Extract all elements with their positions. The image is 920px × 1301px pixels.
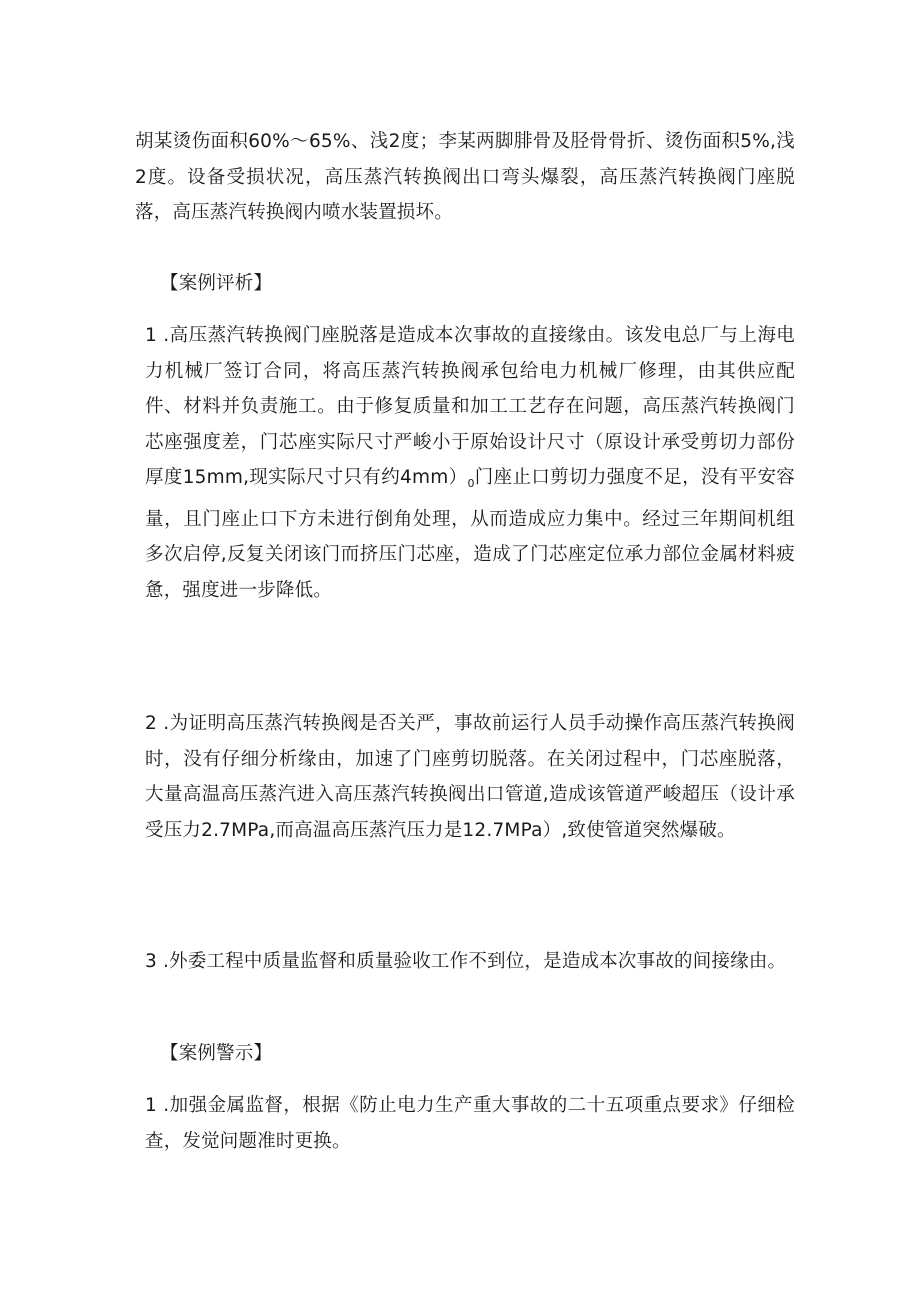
warning-item-1: 1 .加强金属监督，根据《防止电力生产重大事故的二十五项重点要求》仔细检查，发觉问题准时更换。 [145, 1095, 795, 1152]
warning-heading: 【案例警示】 [160, 1043, 273, 1064]
analysis-item-1-block [135, 318, 795, 608]
analysis-heading: 【案例评析】 [160, 273, 273, 294]
intro-paragraph: 胡某烫伤面积60%～65%、浅2度；李某两脚腓骨及胫骨骨折、烫伤面积5%,浅2度。设备受损状况，高压蒸汽转换阀出口弯头爆裂，高压蒸汽转换阀门座脱落，高压蒸汽转换阀内喷水装置损坏。 [135, 131, 795, 223]
warning-heading-block [135, 1036, 795, 1072]
analysis-heading-block [135, 266, 795, 302]
analysis-item-2-block [135, 706, 795, 848]
analysis-item-2: 2 .为证明高压蒸汽转换阀是否关严，事故前运行人员手动操作高压蒸汽转换阀时，没有仔细分析缘由，加速了门座剪切脱落。在关闭过程中，门芯座脱落，大量高温高压蒸汽进入高压蒸汽转换阀出口管道,造成该管道严峻超压（设计承受压力2.7MPa,而高温高压蒸汽压力是12.7MPa）,致使管道突然爆破。 [145, 713, 795, 841]
analysis-item-1-text-before: 1 .高压蒸汽转换阀门座脱落是造成本次事故的直接缘由。该发电总厂与上海电力机械厂签订合同，将高压蒸汽转换阀承包给电力机械厂修理，由其供应配件、材料并负责施工。由于修复质量和加工工艺存在问题，高压蒸汽转换阀门芯座强度差，门芯座实际尺寸严峻小于原始设计尺寸（原设计承受剪切力部份厚度15mm,现实际尺寸只有约4mm） [145, 325, 795, 488]
analysis-item-3-block [135, 944, 795, 980]
intro-paragraph-block [135, 124, 795, 231]
analysis-item-1-text-after: 门座止口剪切力强度不足，没有平安容量，且门座止口下方未进行倒角处理，从而造成应力集中。经过三年期间机组多次启停,反复关闭该门而挤压门芯座，造成了门芯座定位承力部位金属材料疲惫，强度进一步降低。 [145, 467, 796, 601]
analysis-item-1 [135, 318, 795, 608]
warning-item-1-block [135, 1088, 795, 1159]
analysis-item-1-subscript: 0 [467, 477, 475, 490]
analysis-item-3: 3 .外委工程中质量监督和质量验收工作不到位，是造成本次事故的间接缘由。 [145, 951, 787, 972]
